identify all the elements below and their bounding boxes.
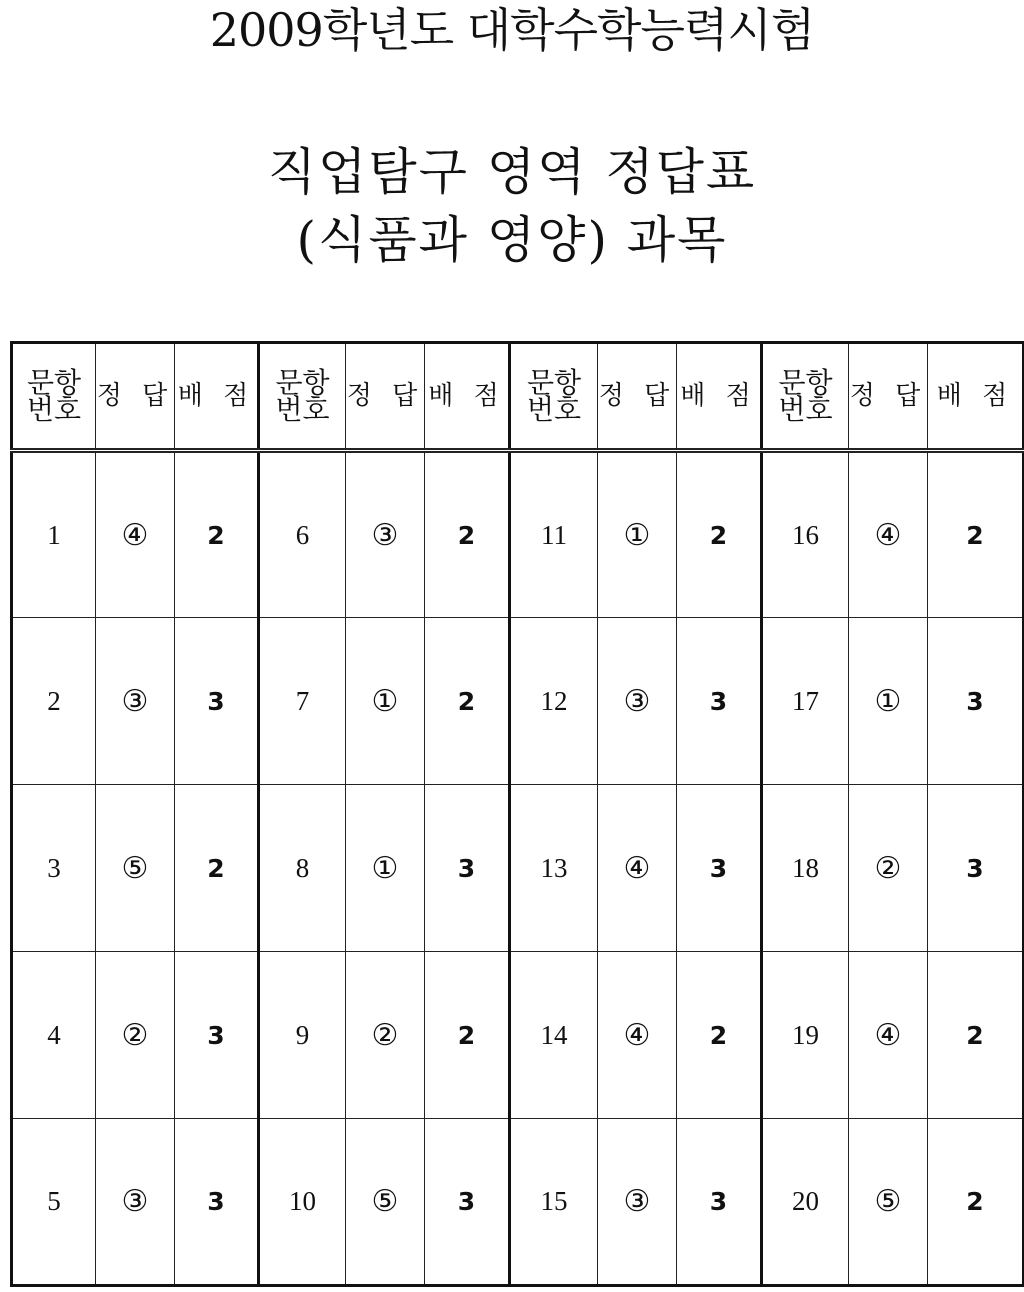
- answer-rows: [12, 451, 1024, 1286]
- answer-cell: ①: [346, 785, 425, 952]
- points-cell: 3: [677, 1119, 762, 1286]
- question-number-cell: 15: [510, 1119, 598, 1286]
- question-number-header-line1: 문항: [778, 366, 833, 399]
- points-cell: 3: [175, 952, 259, 1119]
- points-cell: 2: [425, 451, 510, 618]
- answer-cell: ③: [346, 451, 425, 618]
- question-number-cell: 10: [259, 1119, 346, 1286]
- answer-header: 정 답: [598, 343, 677, 451]
- question-number-cell: 2: [12, 618, 96, 785]
- points-cell: 3: [175, 1119, 259, 1286]
- question-number-cell: 14: [510, 952, 598, 1119]
- question-number-header-line2: 번호: [26, 393, 82, 426]
- question-number-cell: 16: [762, 451, 849, 618]
- answer-cell: ③: [96, 1119, 175, 1286]
- answer-cell: ④: [598, 785, 677, 952]
- points-cell: 2: [677, 451, 762, 618]
- question-number-cell: 17: [762, 618, 849, 785]
- answer-cell: ①: [598, 451, 677, 618]
- points-cell: 2: [175, 451, 259, 618]
- points-cell: 2: [928, 952, 1024, 1119]
- subject-subtitle: (식품과 영양) 과목: [296, 211, 728, 269]
- points-cell: 3: [175, 618, 259, 785]
- points-cell: 3: [928, 618, 1024, 785]
- answer-cell: ⑤: [346, 1119, 425, 1286]
- answer-cell: ③: [96, 618, 175, 785]
- question-number-header: [762, 343, 849, 451]
- question-number-cell: 19: [762, 952, 849, 1119]
- points-cell: 2: [928, 1119, 1024, 1286]
- answer-cell: ④: [849, 952, 928, 1119]
- answer-cell: ④: [96, 451, 175, 618]
- question-number-header-line2: 번호: [275, 393, 330, 426]
- answer-cell: ②: [849, 785, 928, 952]
- answer-cell: ①: [849, 618, 928, 785]
- question-number-cell: 5: [12, 1119, 96, 1286]
- table-row: [12, 1119, 1024, 1286]
- question-number-cell: 18: [762, 785, 849, 952]
- question-number-cell: 13: [510, 785, 598, 952]
- points-header: 배 점: [425, 343, 510, 451]
- page-title: 2009학년도 대학수학능력시험: [209, 3, 815, 57]
- points-cell: 2: [425, 618, 510, 785]
- points-cell: 3: [425, 1119, 510, 1286]
- answer-cell: ⑤: [849, 1119, 928, 1286]
- answer-header: 정 답: [849, 343, 928, 451]
- points-header: 배 점: [677, 343, 762, 451]
- points-cell: 3: [677, 618, 762, 785]
- header-row: [12, 343, 1024, 451]
- question-number-header: [510, 343, 598, 451]
- points-cell: 2: [677, 952, 762, 1119]
- question-number-header-line2: 번호: [526, 393, 582, 426]
- answer-cell: ③: [598, 618, 677, 785]
- answer-header: 정 답: [346, 343, 425, 451]
- answer-cell: ①: [346, 618, 425, 785]
- points-header: 배 점: [928, 343, 1024, 451]
- question-number-header: [259, 343, 346, 451]
- points-cell: 3: [928, 785, 1024, 952]
- points-cell: 2: [928, 451, 1024, 618]
- table-row: [12, 785, 1024, 952]
- question-number-header-line2: 번호: [778, 393, 833, 426]
- question-number-cell: 6: [259, 451, 346, 618]
- answer-cell: ②: [96, 952, 175, 1119]
- question-number-cell: 9: [259, 952, 346, 1119]
- answer-cell: ④: [849, 451, 928, 618]
- question-number-cell: 8: [259, 785, 346, 952]
- answer-header: 정 답: [96, 343, 175, 451]
- question-number-cell: 20: [762, 1119, 849, 1286]
- question-number-header-line1: 문항: [26, 366, 82, 399]
- question-number-cell: 11: [510, 451, 598, 618]
- answer-cell: ②: [346, 952, 425, 1119]
- answer-key-table: [10, 341, 1024, 1287]
- points-header: 배 점: [175, 343, 259, 451]
- table-row: [12, 952, 1024, 1119]
- question-number-header-line1: 문항: [275, 366, 330, 399]
- answer-cell: ⑤: [96, 785, 175, 952]
- question-number-header-line1: 문항: [526, 366, 582, 399]
- answer-cell: ④: [598, 952, 677, 1119]
- table-row: [12, 618, 1024, 785]
- question-number-cell: 7: [259, 618, 346, 785]
- question-number-cell: 4: [12, 952, 96, 1119]
- points-cell: 3: [677, 785, 762, 952]
- points-cell: 3: [425, 785, 510, 952]
- question-number-cell: 1: [12, 451, 96, 618]
- question-number-cell: 12: [510, 618, 598, 785]
- section-subtitle: 직업탐구 영역 정답표: [267, 143, 757, 201]
- points-cell: 2: [425, 952, 510, 1119]
- question-number-cell: 3: [12, 785, 96, 952]
- points-cell: 2: [175, 785, 259, 952]
- answer-cell: ③: [598, 1119, 677, 1286]
- table-row: [12, 451, 1024, 618]
- question-number-header: [12, 343, 96, 451]
